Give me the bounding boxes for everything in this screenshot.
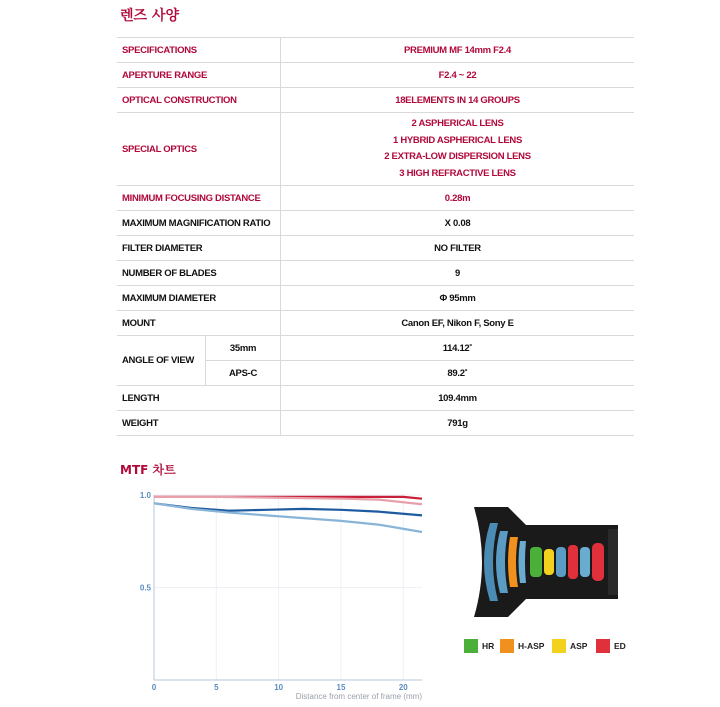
legend-item-ed: [596, 639, 626, 653]
legend-swatch: [500, 639, 514, 653]
spec-value: NO FILTER: [281, 236, 635, 261]
spec-value: X 0.08: [281, 211, 635, 236]
table-row: [117, 186, 634, 211]
angle-format: 35mm: [206, 336, 281, 361]
x-tick-label: 10: [274, 683, 284, 692]
angle-format: APS-C: [206, 361, 281, 386]
special-optic-item: 3 HIGH REFRACTIVE LENS: [399, 167, 516, 179]
lens-element: [519, 541, 527, 583]
spec-value: 89.2˚: [281, 361, 635, 386]
table-row: [117, 38, 634, 63]
spec-label: LENGTH: [117, 386, 281, 411]
x-tick-label: 5: [214, 683, 219, 692]
table-row: [117, 411, 634, 436]
spec-label: MINIMUM FOCUSING DISTANCE: [117, 186, 281, 211]
spec-value-list: [281, 113, 635, 186]
x-tick-label: 20: [398, 683, 408, 692]
table-row: [117, 63, 634, 88]
chart-grid: [154, 495, 422, 680]
spec-value: 791g: [281, 411, 635, 436]
lens-element: [556, 547, 566, 577]
table-row: [117, 386, 634, 411]
spec-value: PREMIUM MF 14mm F2.4: [281, 38, 635, 63]
spec-value: Φ 95mm: [281, 286, 635, 311]
spec-value: 114.12˚: [281, 336, 635, 361]
spec-label: APERTURE RANGE: [117, 63, 281, 88]
lens-element: [544, 549, 554, 575]
legend-label: HR: [482, 641, 495, 651]
legend-swatch: [596, 639, 610, 653]
special-optic-item: 2 EXTRA-LOW DISPERSION LENS: [384, 151, 531, 162]
x-tick-label: 15: [336, 683, 346, 692]
spec-label: SPECIAL OPTICS: [117, 113, 281, 186]
spec-value: F2.4 ~ 22: [281, 63, 635, 88]
spec-value: 0.28m: [281, 186, 635, 211]
legend-item-hr: [464, 639, 494, 653]
lens-element: [580, 547, 590, 577]
spec-table: [117, 37, 634, 436]
spec-section-title: 렌즈 사양: [120, 8, 179, 24]
spec-value: 18ELEMENTS IN 14 GROUPS: [281, 88, 635, 113]
spec-value: 9: [281, 261, 635, 286]
spec-value: Canon EF, Nikon F, Sony E: [281, 311, 635, 336]
spec-value: 109.4mm: [281, 386, 635, 411]
table-row: [117, 236, 634, 261]
table-row: [117, 211, 634, 236]
spec-label: FILTER DIAMETER: [117, 236, 281, 261]
special-optic-item: 1 HYBRID ASPHERICAL LENS: [393, 134, 522, 146]
legend-swatch: [464, 639, 478, 653]
legend-swatch: [552, 639, 566, 653]
legend-item-h-asp: [500, 639, 544, 653]
chart-ticks: [140, 491, 408, 692]
spec-label: SPECIFICATIONS: [117, 38, 281, 63]
table-row: [117, 286, 634, 311]
y-tick-label: 0.5: [139, 583, 151, 593]
table-row: [117, 261, 634, 286]
legend-label: ASP: [570, 641, 588, 651]
spec-label: NUMBER OF BLADES: [117, 261, 281, 286]
spec-label: MAXIMUM DIAMETER: [117, 286, 281, 311]
chart-series: [154, 497, 422, 532]
x-axis-label: Distance from center of frame (mm): [295, 692, 422, 701]
legend-label: H-ASP: [518, 641, 545, 651]
x-tick-label: 0: [151, 683, 157, 692]
lens-element: [592, 543, 604, 581]
lens-cross-section-image: [468, 503, 618, 621]
spec-label: WEIGHT: [117, 411, 281, 436]
spec-label: MAXIMUM MAGNIFICATION RATIO: [117, 211, 281, 236]
y-tick-label: 1.0: [139, 491, 151, 500]
spec-label: OPTICAL CONSTRUCTION: [117, 88, 281, 113]
table-row: [117, 113, 634, 186]
legend-item-asp: [552, 639, 587, 653]
lens-element: [530, 547, 542, 577]
mtf-chart: [0, 485, 440, 707]
special-optic-item: 2 ASPHERICAL LENS: [411, 118, 504, 129]
lens-element: [568, 545, 578, 579]
spec-label: ANGLE OF VIEW: [117, 336, 206, 386]
table-row: [117, 88, 634, 113]
legend-label: ED: [614, 641, 626, 651]
spec-label: MOUNT: [117, 311, 281, 336]
series-line: [154, 497, 422, 504]
mtf-section-title: MTF 차트: [120, 463, 176, 477]
table-row: [117, 336, 634, 361]
table-row: [117, 311, 634, 336]
